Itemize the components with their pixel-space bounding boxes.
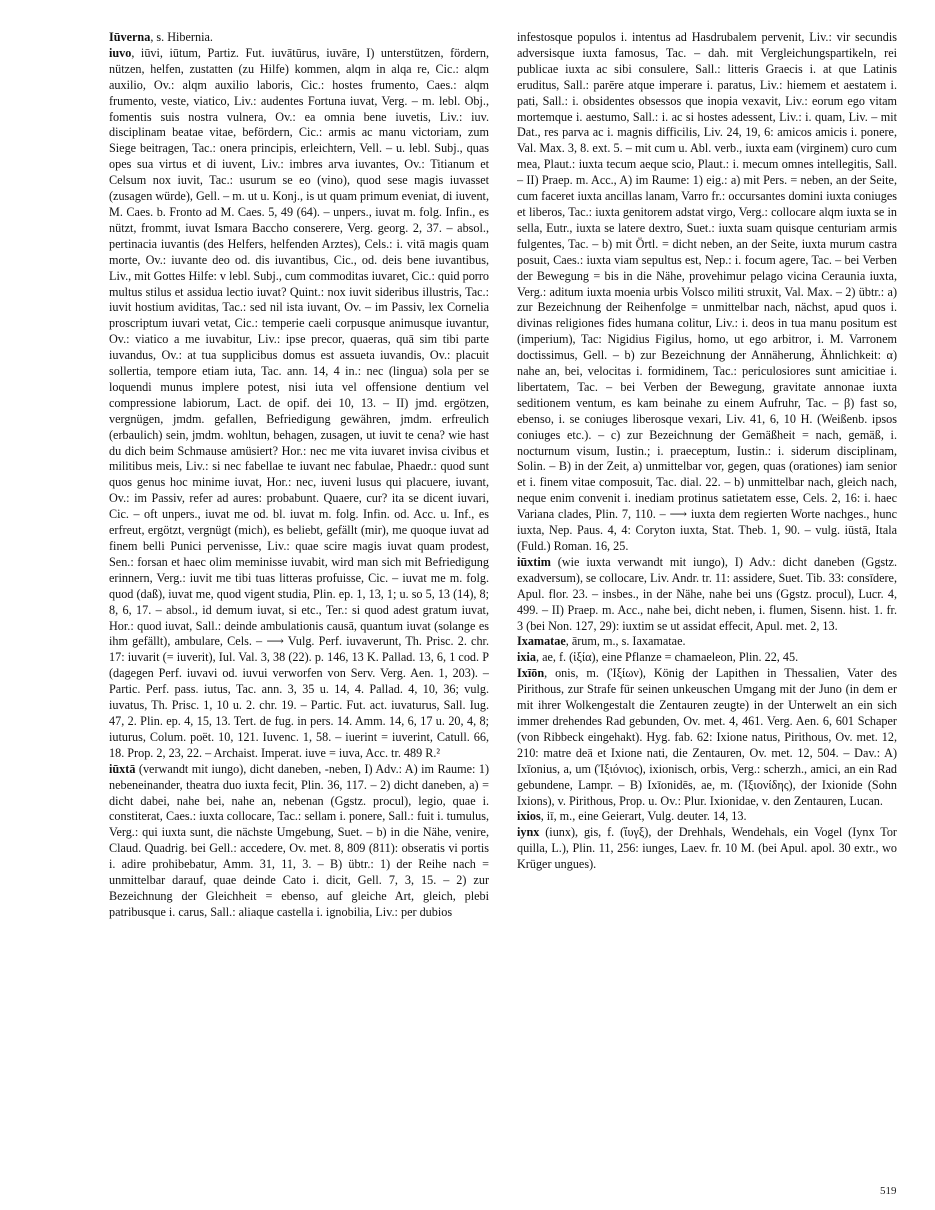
entry [517,634,897,650]
headword: Iūverna [109,30,151,44]
entry-body: , iūvi, iūtum, Partiz. Fut. iuvātūrus, iuvāre, I) unterstützen, fördern, nützen, helfen, zustatten (zu Hilfe) kommen, alqm in alqa re, Cic.: alqm auxilio, Ov.: alqm auxilio laboris, Cic.: hostes frumento, Caes.: alqm frumento, veste, viatico, Liv.: audentes Fortuna iuvat, Verg. – m. lebl. Obj., fomentis suis nostra vulnera, Ov.: ea omnia bene iuvetis, Liv.: iuv. disciplinam beatae vitae, befördern, Cic.: armis ac manu victoriam, zum Siege beitragen, Tac.: onera principis, erleichtern, Vell. – u. lebl. Subj., quas opes sua virtus et di iuvent, Liv.: imbres arva iuvantes, Ov.: Titianum et Celsum nox iuvit, Tac.: usurum se eo (vino), quod sese magis iuvasset (zusagen würde), Gell. – m. ut u. Konj., is ut quam primum eveniat, di iuvent, M. Caes. b. Fronto ad M. Caes. 5, 49 (64). – unpers., iuvat m. folg. Infin., es nützt, frommt, iuvat Ismara Baccho conserere, Verg. georg. 2, 37. – absol., pertinacia iuvantis (des Helfers, helfenden Arztes), Cels.: i. vitā magis quam morte, Ov.: iuvante deo od. dis iuvantibus, Cic., od. deis bene iuvantibus, Liv., mit Gottes Hilfe: v lebl. Subj., cum commoditas iuvaret, Cic.: quid porro multus stilus et assidua lectio iuvat? Quint.: nox iuvit sideribus illustris, Tac.: iuvit hostium aviditas, Tac.: sed nil ista iuvant, Ov. – im Passiv, lex Cornelia proscriptum iuvari vetat, Cic.: temperie caeli corpusque animusque iuvantur, Ov.: viatico a me iuvabitur, Liv.: ipse precor, quaeras, quā sim tibi parte iuvandus, Ov.: at tua supplicibus domus est assueta iuvandis, Ov.: placuit sollertia, tempore etiam iuta, Tac. ann. 14, 4 in.: nec (lingua) sola per se loquendi munus implere potest, nisi iuta vel offensione dentium vel compressione labiorum, Lact. de opif. dei 10, 13. – II) jmd. ergötzen, vergnügen, jmdm. gefallen, Befriedigung gewähren, jmdm. erfreulich (erbaulich) sein, jmdm. wohltun, behagen, zusagen, ut iuvit te cena? wie hast du dich beim Schmause amüsiert? Hor.: nec me vita iuvaret invisa civibus et militibus meis, Liv.: si nec fabellae te iuvant nec fabulae, Phaedr.: quod sunt quos genus hoc minime iuvat, Hor.: nec, iuveni lusus qui placuere, iuvant, Ov.: im Passiv, refer ad aures: probabunt. Quaere, cur? ita se dicent iuvari, Cic. – oft unpers., iuvat me od. bl. iuvat m. folg. Infin. od. Acc. u. Inf., es erfreut, ergötzt, vergnügt (mich), es beliebt, gefällt (mir), me quoque iuvat ad finem belli Punici pervenisse, Liv.: quae scire magis iuvat quam prodest, Sen.: forsan et haec olim meminisse iuvabit, wird man sich mit Befriedigung erinnern, Verg.: iuvit me tibi tuas litteras profuisse, Cic. – iuvat me m. folg. quod (daß), iuvat me, quod vigent studia, Plin. ep. 1, 13, 1; u. so 5, 13 (14), 8; 8, 6, 17. – absol., id demum iuvat, si etc., Ter.: si quod adest gratum iuvat, Hor.: quod iuvat, Sall.: deinde ambulationis causā, quantum iuvat (solange es ihm gefällt), ambulare, Cels. – ⟶ Vulg. Perf. iuvaverunt, Th. Prisc. 2. chr. 17: iuvarit (= iuverit), Iul. Val. 3, 38 (22). p. 146, 13 K. Pallad. 13, 6, 1 cod. P (dagegen Perf. iuvavi od. iuvui verworfen von Serv. Verg. Aen. 1, 203). – Partic. Perf. pass. iutus, Tac. ann. 3, 35 u. 14, 4. Pallad. 4, 10, 36; vulg. iuvatus, Th. Prisc. 1, 10 u. 2. chr. 19. – Partic. Fut. act. iuvaturus, Sall. Iug. 47, 2. Plin. ep. 4, 15, 13. Tert. de fug. in pers. 14. Amm. 14, 6, 17 u. 20, 4, 8; iuturus, Colum. poët. 10, 121. Iuvenc. 1, 58. – iuerint = iuverint, Catull. 66, 18. Prop. 2, 23, 22. – Archaist. Imperat. iuve = iuva, Acc. tr. 489 R.² [109,45,489,760]
headword: iūxtim [517,554,551,569]
entry-body: , onis, m. (Ἰξίων), König der Lapithen in Thessalien, Vater des Pirithous, zur Strafe für seinen unkeuschen Umgang mit der Juno (in dem er mit ihrer Wolkengestalt die Zentauren zeugte) in der Unterwelt an ein sich immer drehendes Rad gebunden, Ov. met. 4, 461. Verg. Aen. 6, 601 Schaper (von Ribbeck eingehakt). Hyg. fab. 62: Ixione natus, Pirithous, Ov. met. 12, 210: matre deā et Ixione nati, die Zentauren, Ov. met. 12, 504. – Dav.: A) Ixīonius, a, um (Ἰξιόνιος), ixionisch, orbis, Verg.: scherzh., amici, an ein Rad gebundene, Lampr. – B) Ixīonidēs, ae, m. (Ἰξιονίδης), der Ixionide (Sohn Ixions), v. Pirithous, Prop. u. Ov.: Plur. Ixionidae, v. den Zentauren, Lucan. [517,666,897,808]
page-number: 519 [880,1185,897,1197]
headword: iuvo [109,45,132,60]
entry-body: , iī, m., eine Geierart, Vulg. deuter. 14, 13. [540,809,747,824]
entry [517,650,897,666]
entry-body: (iunx), gis, f. (ἴυγξ), der Drehhals, Wendehals, ein Vogel (Iynx Tor quilla, L.), Plin. 11, 256: iunges, Laev. fr. 10 M. (bei Apul. apol. 30 extr., wo Krüger ungues). [517,825,897,872]
right-column [517,30,897,1170]
entry [109,46,489,762]
headword: iūxtā [109,761,136,776]
entry-body: , s. Hibernia. [150,30,213,44]
headword: Ixamatae [517,634,566,649]
entry-body: (wie iuxta verwandt mit iungo), I) Adv.: dicht daneben (Ggstz. exadversum), se collocare, Liv. Andr. tr. 11: assidere, Suet. Tib. 33: consīdere, Apul. flor. 23. – insbes., in der Nähe, nahe bei uns (Ggstz. procul), Lucr. 4, 499. – II) Praep. m. Acc., nahe bei, dicht neben, i. flumen, Sisenn. hist. 1. fr. 3 (bei Non. 127, 29): iuxtim se ut assidat effecit, Apul. met. 2, 13. [517,554,897,633]
entry-body: infestosque populos i. intentus ad Hasdrubalem pervenit, Liv.: vir secundis adversisque iuxta famosus, Tac. – dah. mit Vergleichungspartikeln, rei publicae iuxta ac sibi consulere, Sall.: litteris Graecis i. at que Latinis eruditus, Sall.: parēre atque imperare i. paratus, Liv.: hiemem et aestatem i. pati, Sall.: i. obsidentes obsessos que inopia vexavit, Liv.: eorum ego vitam mortemque i. aestumo, Sall.: i. ac si hostes adessent, Liv.: i. quam, Liv. – mit Dat., res parva ac i. magnis difficilis, Liv. 24, 19, 6: amicos amicis i. ponere, Val. Max. 3, 8. ext. 5. – mit cum u. Abl. verb., iuxta eam (virginem) curo cum mea, Plaut.: iuxta tecum aeque scio, Plaut.: i. mecum omnes intellegitis, Sall. – II) Praep. m. Acc., A) im Raume: 1) eig.: a) mit Pers. = neben, an der Seite, cum faceret iuxta ancillas lanam, Varro fr.: occursantes domini iuxta coniuges et liberos, Tac.: iuxta genitorem adstat virgo, Verg.: collocare alqm iuxta se in sella, Eutr., iuxta se latere dextro, Suet.: iuxta suam quisque centuriam armis fulgentes, Tac. – b) mit Örtl. = dicht neben, an der Seite, iuxta murum castra posuit, Caes.: iuxta viam sepultus est, Nep.: i. focum agere, Tac. – bei Verben der Bewegung = bis in die Nähe, provehimur pelago vicina Ceraunia iuxta, Verg.: aditum iuxta moenia urbis Volsco militi struxit, Val. Max. – 2) übtr.: a) zur Bezeichnung der Reihenfolge = unmittelbar nach, nächst, apud quos i. divinas religiones fides humana colitur, Liv.: i. deos in tua manu positum est (imperium), Tac: Nigidius Figilus, homo, ut ego arbitror, i. M. Varronem doctissimus, Gell. – b) zur Bezeichnung der Annäherung, Ähnlichkeit: α) nahe an, bei, velocitas i. formidinem, Tac.: periculosiores sunt amicitiae i. libertatem, Tac. – bei Verben der Bewegung, gravitate annonae iuxta seditionem ventum, es kam beinahe zu einem Aufruhr, Tac. – β) fast so, ebenso, i. se coniuges liberosque vexari, Liv. 41, 6, 10 H. (Weißenb. ipsos coniuges etc.). – c) zur Bezeichnung der Gemäßheit = nach, gemäß, i. nocturnum visum, Iustin.; i. praeceptum, Iustin.: i. siderum disciplinam, Solin. – B) in der Zeit, a) unmittelbar vor, gegen, quas (orationes) iam senior et i. finem vitae composuit, Tac. dial. 22. – b) unmittelbar nach, gleich nach, neque enim convenit i. inediam protinus satietatem esse, Cels. 2, 16: i. haec Variana clades, Plin. 7, 110. – ⟶ iuxta dem regierten Worte nachges., hunc iuxta, Nep. Paus. 4, 4: Coryton iuxta, Stat. Theb. 1, 90. – vulg. iūstā, Itala (Fuld.) Roman. 16, 25. [517,30,897,553]
entry [109,762,489,921]
entry-body: , ae, f. (ἰξία), eine Pflanze = chamaeleon, Plin. 22, 45. [535,650,799,665]
entry [109,30,489,46]
headword: ixia [517,650,536,665]
headword: ixios [517,809,541,824]
entry [517,555,897,635]
headword: Ixīōn [517,666,545,681]
left-column [109,30,489,1170]
entry [517,666,897,809]
entry [517,809,897,825]
entry [517,825,897,873]
entry-body: (verwandt mit iungo), dicht daneben, -neben, I) Adv.: A) im Raume: 1) nebeneinander, theatra duo iuxta fecit, Plin. 36, 117. – 2) dicht daneben, a) = dicht dabei, nahe bei, nahe an, nebenan (Ggstz. procul), legio, quae i. constiterat, Caes.: iuxta collocare, Tac.: sellam i. ponere, Sall.: fuit i. tumulus, Verg.: qui iuxta sunt, die nächste Umgebung, Suet. – b) in die Nähe, venire, Claud. Quadrig. bei Gell.: accedere, Ov. met. 8, 809 (811): obseratis vi portis i. adire prohibebatur, Amm. 31, 11, 3. – B) übtr.: 1) der Reihe nach = unmittelbar darauf, quae deinde Cato i. dicit, Gell. 7, 3, 15. – 2) zur Bezeichnung der Gleichheit = ebenso, auf gleiche Art, gleich, plebi patribusque i. carus, Sall.: aliaque castella i. ignobilia, Liv.: per dubios [109,761,489,919]
entry-body: , ārum, m., s. Iaxamatae. [565,634,686,649]
headword: iynx [517,825,540,840]
entry [517,30,897,555]
